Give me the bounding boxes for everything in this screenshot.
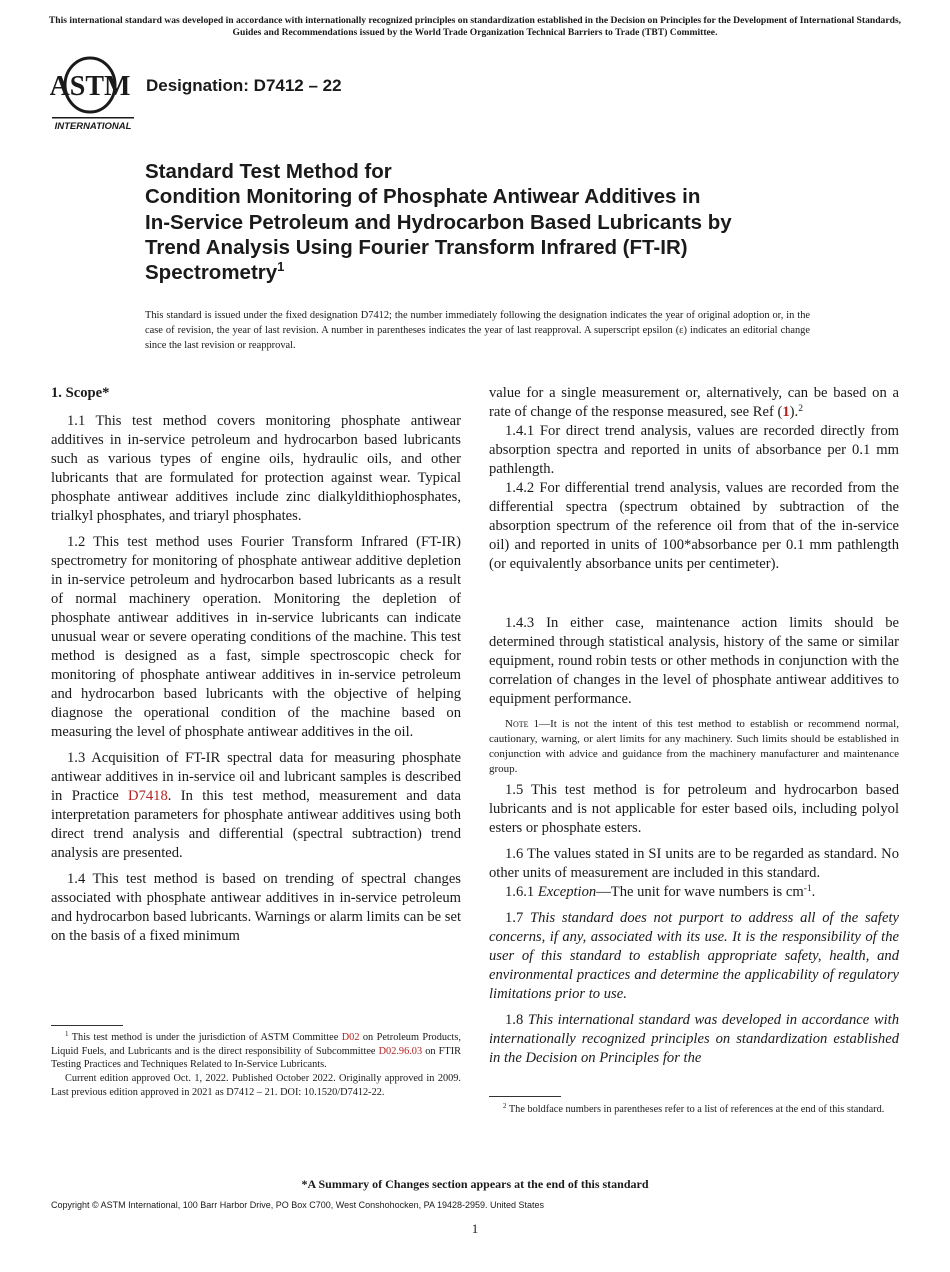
paragraph-1-8-number: 1.8 xyxy=(505,1011,528,1028)
title-footnote-mark[interactable]: 1 xyxy=(277,259,285,275)
astm-logo xyxy=(50,55,136,133)
paragraph-1-3 xyxy=(51,749,461,863)
note-1-label: Note xyxy=(505,718,529,730)
footnote-rule-left xyxy=(51,1025,123,1026)
paragraph-1-3-after: . In this test method, measurement and data interpretation parameters for phosphate antiwear additives using both direct trend analysis and differential (spectral subtraction) trend analysis are presented. xyxy=(51,788,461,861)
paragraph-1-6-1 xyxy=(489,883,899,902)
footnote-1-part-c: on FTIR Testing Practices and Techniques Related to In-Service Lubricants. xyxy=(51,1045,461,1071)
paragraph-1-4-tail xyxy=(489,384,899,422)
designation: Designation: D7412 – 22 xyxy=(146,76,342,95)
note-1 xyxy=(489,717,899,777)
intro-paragraph: This standard is issued under the fixed designation D7412; the number immediately following the designation indicates the year of original adoption or, in the case of revision, the year of last revision. A number in parentheses indicates the year of last reapproval. A superscript epsilon (ε) indicates an editorial change since the last revision or reapproval. xyxy=(145,310,810,351)
link-d02[interactable]: D02 xyxy=(341,1032,360,1043)
astm-logo-label: INTERNATIONAL xyxy=(54,121,132,132)
summary-of-changes-notice: *A Summary of Changes section appears at the end of this standard xyxy=(301,1177,649,1191)
footnote-2-text xyxy=(489,1103,899,1117)
paragraph-1-4-2: 1.4.2 For differential trend analysis, values are recorded from the differential spectra (spectrum obtained by subtraction of the absorption spectrum of the reference oil from that of the in-service oil) and reported in units of 100*absorbance per 0.1 mm pathlength (or equivalently absorbance units per centimeter). xyxy=(489,480,899,572)
title-line-1: Standard Test Method for xyxy=(145,160,392,183)
footnote-2-mark[interactable]: 2 xyxy=(798,404,803,414)
note-1-text: 1—It is not the intent of this test method to establish or recommend normal, cautionary, warning, or alert limits for any machinery. Such limits should be established in conjunction with advice and guidance from the machinery manufacturer and maintenance group. xyxy=(489,718,899,775)
footnote-1-mark: 1 xyxy=(65,1030,69,1038)
footnote-1-part-a: This test method is under the jurisdiction of ASTM Committee xyxy=(71,1032,342,1043)
paragraph-1-2: 1.2 This test method uses Fourier Transform Infrared (FT-IR) spectrometry for monitoring of phosphate antiwear additive depletion in in-service petroleum and hydrocarbon based lubricants as a result of normal machinery operation. Monitoring the depletion of phosphate antiwear additives in in-service lubricants can indicate unusual wear or severe operating conditions of the machine. This test method is designed as a fast, simple spectroscopic check for monitoring of phosphate antiwear additives in in-service petroleum and hydrocarbon based lubricants with the objective of helping diagnose the operational condition of the machine based on measuring the level of phosphate antiwear additives in the oil. xyxy=(51,534,461,740)
paragraph-1-3-before: 1.3 Acquisition of FT-IR spectral data for measuring phosphate antiwear additives in in-service oil and lubricant samples is described in Practice xyxy=(51,750,461,804)
paragraph-1-4-3: 1.4.3 In either case, maintenance action limits should be determined through statistical analysis, history of the same or similar equipment, round robin tests or other methods in conjunction with the correlation of changes in the level of phosphate antiwear additives to equipment performance. xyxy=(489,615,899,707)
astm-logo-icon xyxy=(50,55,136,133)
paragraph-1-5: 1.5 This test method is for petroleum and hydrocarbon based lubricants and is not applicable for ester based oils, including polyol esters or phosphate esters. xyxy=(489,781,899,836)
title-line-3: In-Service Petroleum and Hydrocarbon Based Lubricants by xyxy=(145,210,732,234)
reference-1-link[interactable]: 1 xyxy=(782,404,790,420)
footnote-2-body: The boldface numbers in parentheses refer to a list of references at the end of this standard. xyxy=(508,1104,885,1115)
paragraph-1-6-1-text: —The unit for wave numbers is cm xyxy=(596,883,804,900)
section-heading-scope: 1. Scope* xyxy=(51,385,110,401)
astm-logo-letters: ASTM xyxy=(50,71,131,102)
footnote-rule-right xyxy=(489,1096,561,1097)
paragraph-1-6-1-number: 1.6.1 xyxy=(505,883,538,900)
paragraph-1-7-text: This standard does not purport to address all of the safety concerns, if any, associated with its use. It is the responsibility of the user of this standard to establish appropriate safety, health, and environmental practices and determine the applicability of regulatory limitations prior to use. xyxy=(489,909,899,1002)
footnote-2-marker: 2 xyxy=(503,1102,507,1110)
footnote-1 xyxy=(51,1031,461,1100)
paragraph-1-4-1: 1.4.1 For direct trend analysis, values are recorded directly from absorption spectra and reported in units of absorbance per 0.1 mm pathlength. xyxy=(489,423,899,477)
paragraph-1-4-right-part: value for a single measurement or, alternatively, can be based on a rate of change of the response measured, see Ref ( xyxy=(489,385,899,420)
exception-label: Exception xyxy=(537,883,597,900)
wavenumber-exponent: -1 xyxy=(803,883,812,894)
paragraph-1-8 xyxy=(489,1011,899,1068)
footnote-2 xyxy=(489,1103,899,1117)
paragraph-1-6-1-end: . xyxy=(811,883,816,900)
paragraph-1-6: 1.6 The values stated in SI units are to be regarded as standard. No other units of measurement are included in this standard. xyxy=(489,845,899,881)
title-line-4: Trend Analysis Using Fourier Transform Infrared (FT-IR) xyxy=(145,235,688,259)
title-line-2: Condition Monitoring of Phosphate Antiwear Additives in xyxy=(145,185,701,209)
paragraph-1-4-left-part: 1.4 This test method is based on trending of spectral changes associated with phosphate antiwear additives in in-service petroleum and hydrocarbon based lubricants. Warnings or alarm limits can be set on the basis of a fixed minimum xyxy=(51,871,461,944)
paragraph-1-7 xyxy=(489,909,899,1004)
left-column xyxy=(51,384,461,984)
link-d7418[interactable]: D7418 xyxy=(128,788,168,804)
link-d02-96-03[interactable]: D02.96.03 xyxy=(378,1045,423,1057)
tbt-notice: This international standard was developed in accordance with internationally recognized principles on standardization established in the Decision on Principles for the Development of International Standards, Guides and Recommendations issued by the World Trade Organization Technical Barriers to Trade (TBT) Committee. xyxy=(48,15,902,38)
paragraph-1-4-end: ). xyxy=(789,404,799,420)
footnote-1-part-b: on Petroleum Products, Liquid Fuels, and Lubricants and is the direct responsibility of Subcommittee xyxy=(51,1032,461,1057)
page-number: 1 xyxy=(471,1221,479,1236)
paragraph-1-1: 1.1 This test method covers monitoring phosphate antiwear additives in in-service petroleum and hydrocarbon based lubricants such as various types of engine oils, hydraulic oils, and other lubricants that are formulated for protection against wear. Typical phosphate antiwear additives include zinc dialkyldithiophosphates, trialkyl phosphates, and triaryl phosphates. xyxy=(51,413,461,524)
paragraph-1-7-number: 1.7 xyxy=(505,909,531,926)
paragraph-1-4 xyxy=(51,870,461,946)
copyright-line: Copyright © ASTM International, 100 Barr Harbor Drive, PO Box C700, West Conshohocken, PA 19428-2959. United States xyxy=(51,1200,545,1210)
right-column-top xyxy=(489,384,899,574)
title-line-5: Spectrometry xyxy=(145,261,278,285)
footnote-1-text xyxy=(51,1031,461,1072)
footnote-1-edition: Current edition approved Oct. 1, 2022. Published October 2022. Originally approved in 2009. Last previous edition approved in 2021 as D7412 – 21. DOI: 10.1520/D7412-22. xyxy=(51,1073,461,1098)
paragraph-1-8-text: This international standard was developed in accordance with internationally recognized principles on standardization established in the Decision on Principles for the xyxy=(489,1011,900,1066)
document-title xyxy=(145,159,845,285)
